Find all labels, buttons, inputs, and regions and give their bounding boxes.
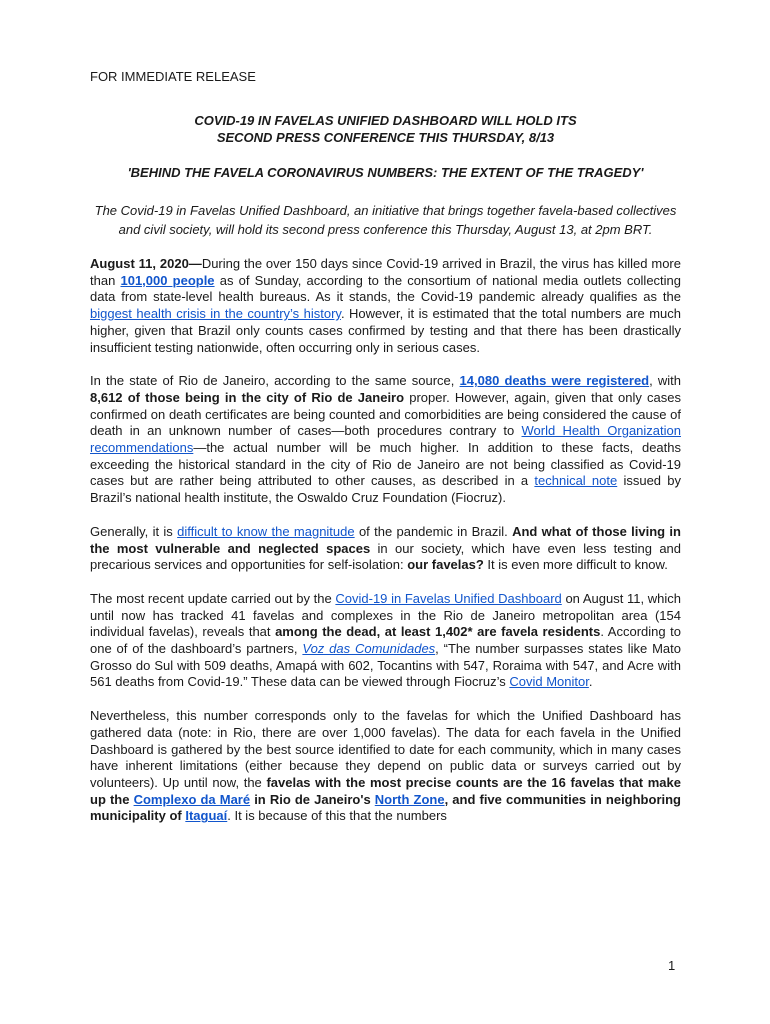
paragraph-5 [90,708,681,825]
paragraph-5-text-2: . It is because of this that the numbers [227,808,447,824]
paragraph-1 [90,256,681,356]
paragraph-4-text-4: , “The number surpasses states like Mato Grosso do Sul with 509 deaths, Amapá with 602, Tocantins with 547, Roraima with 547, and Acre with 561 deaths from Covid-19.” These data can be viewed through Fiocruz’s [90,641,681,690]
paragraph-3-bold-2: our favelas? [407,557,484,573]
paragraph-4-text-2: on August 11, which until now has tracked 41 favelas and complexes in the Rio de Janeiro metropolitan area (154 individual favelas), reveals that [90,590,681,640]
paragraph-4-text-3: . According to one of of the dashboard’s partners, [90,624,681,657]
paragraph-3-text-2: of the pandemic in Brazil. [354,523,513,539]
paragraph-5-bold-1: favelas with the most precise counts are the 16 favelas that make up the [90,774,681,807]
paragraph-2-text-1: In the state of Rio de Janeiro, according to the same source, [90,373,460,389]
paragraph-4 [90,591,681,691]
paragraph-5-text-1: Nevertheless, this number corresponds only to the favelas for which the Unified Dashboard has gathered data (note: in Rio, there are over 1,000 favelas). The data for each favela in the Unified Dashboard is gathered by the best source identified to date for each community, which in many cases have inherent limitations (either because they depend on public data or surveys carried out by volunteers). Up until now, the [90,708,681,790]
paragraph-2 [90,373,681,507]
link-101000-people[interactable]: 101,000 people [120,272,215,288]
headline [90,112,681,146]
subheadline: 'BEHIND THE FAVELA CORONAVIRUS NUMBERS: THE EXTENT OF THE TRAGEDY' [127,165,644,180]
paragraph-3-text-3: in our society, which have even less testing and precarious services and opportunities for self-isolation: [90,540,682,573]
link-voz-das-comunidades[interactable]: Voz das Comunidades [302,641,436,657]
paragraph-3-bold-1: And what of those living in the most vulnerable and neglected spaces [90,523,681,556]
release-label: FOR IMMEDIATE RELEASE [90,69,256,84]
headline-line-2: SECOND PRESS CONFERENCE THIS THURSDAY, 8/13 [216,130,555,145]
link-deaths-registered[interactable]: 14,080 deaths were registered [459,373,650,389]
link-difficult-to-know[interactable]: difficult to know the magnitude [177,523,355,539]
paragraph-5-bold-3: , and five communities in neighboring municipality of [90,791,681,824]
paragraph-2-text-4: —the actual number will be much higher. In addition to these facts, deaths exceeding the historical standard in the city of Rio de Janeiro are not being classified as Covid-19 cases but are rather being attributed to other causes, as described in a [90,440,681,489]
paragraph-2-bold-city: 8,612 of those being in the city of Rio de Janeiro [90,389,405,405]
link-covid-monitor[interactable]: Covid Monitor [509,674,589,690]
paragraph-1-text-1: During the over 150 days since Covid-19 arrived in Brazil, the virus has killed more than [90,256,681,288]
paragraph-3 [90,524,681,574]
link-biggest-health-crisis[interactable]: biggest health crisis in the country’s history [90,306,341,322]
paragraph-4-text-5: . [588,674,593,690]
link-unified-dashboard[interactable]: Covid-19 in Favelas Unified Dashboard [335,590,562,606]
paragraph-5-bold-2: in Rio de Janeiro's [250,791,375,807]
paragraph-4-bold-1: among the dead, at least 1,402* are favela residents [275,624,601,640]
headline-line-1: COVID-19 IN FAVELAS UNIFIED DASHBOARD WILL HOLD ITS [194,113,577,128]
paragraph-3-text-1: Generally, it is [90,523,178,539]
link-technical-note[interactable]: technical note [534,473,618,489]
paragraph-3-text-4: It is even more difficult to know. [483,557,668,573]
paragraph-2-text-5: issued by Brazil’s national health institute, the Oswaldo Cruz Foundation (Fiocruz). [90,473,681,506]
paragraph-2-text-2: , with [649,373,681,389]
link-who-recommendations[interactable]: World Health Organization recommendations [90,423,681,456]
intro-paragraph: The Covid-19 in Favelas Unified Dashboard, an initiative that brings together favela-based collectives and civil society, will hold its second press conference this Thursday, August 13, at 2pm BRT. [94,203,677,237]
link-north-zone[interactable]: North Zone [374,791,445,807]
paragraph-1-text-3: . However, it is estimated that the total numbers are much higher, given that Brazil only counts cases confirmed by testing and that there has been drastically insufficient testing nationwide, often occurring only in serious cases. [90,306,681,355]
page-number: 1 [668,958,676,973]
paragraph-4-text-1: The most recent update carried out by the [90,590,336,606]
paragraph-2-text-3: proper. However, again, given that only cases confirmed on death certificates are being counted and comorbidities are being considered the cause of death in an unknown number of cases—both procedures contrary to [90,389,681,439]
link-complexo-da-mare[interactable]: Complexo da Maré [133,791,251,807]
dateline: August 11, 2020— [90,256,202,271]
document-page [90,68,681,842]
link-itaguai[interactable]: Itaguaí [185,808,228,824]
paragraph-1-text-2: as of Sunday, according to the consortium of national media outlets collecting data from state-level health bureaus. As it stands, the Covid-19 pandemic already qualifies as the [90,272,682,305]
